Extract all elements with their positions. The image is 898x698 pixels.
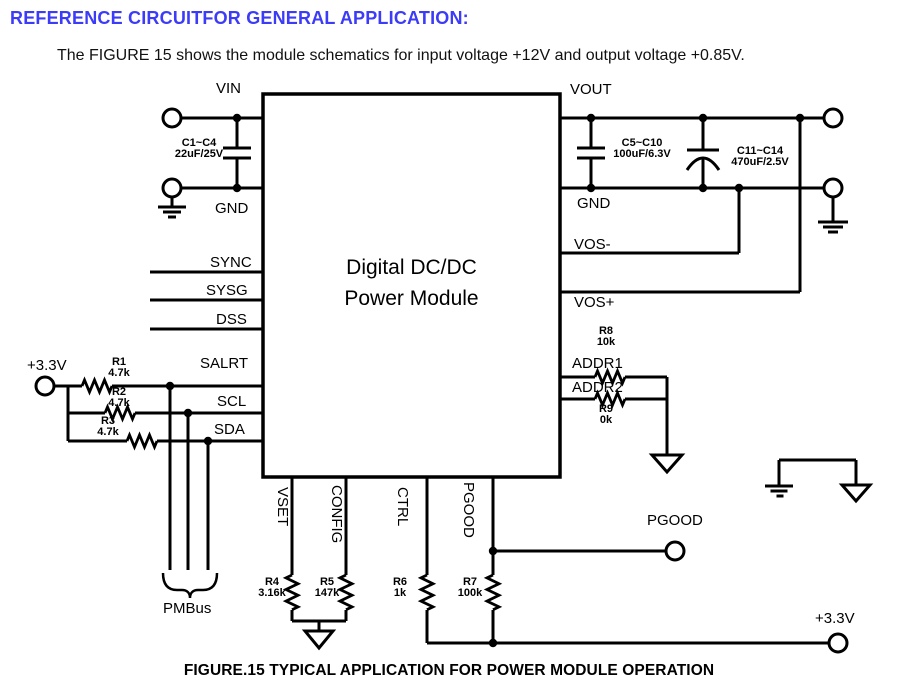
module-title <box>263 252 560 314</box>
pin-label-vos-minus: VOS- <box>574 236 611 253</box>
component-label-r1: R1 4.7k <box>108 356 130 379</box>
pin-label-addr2: ADDR2 <box>572 379 623 396</box>
pmbus-brace-icon <box>163 573 217 598</box>
terminal-v33-left-icon <box>36 377 54 395</box>
signal-ground-tie-icon <box>842 485 870 501</box>
module-title-line1: Digital DC/DC <box>346 256 477 279</box>
component-label-r5: R5 147k <box>314 576 340 599</box>
component-label-r2: R2 4.7k <box>108 386 130 409</box>
wire-r45-join <box>292 610 346 631</box>
figure-caption: FIGURE.15 TYPICAL APPLICATION FOR POWER MODULE OPERATION <box>183 662 715 679</box>
terminal-gnd-right-icon <box>824 179 842 197</box>
capacitor-c5-icon <box>577 148 605 158</box>
pin-label-vout: VOUT <box>570 81 612 98</box>
terminal-v33-right-icon <box>829 634 847 652</box>
component-label-c1: C1~C4 22uF/25V <box>174 137 224 160</box>
component-label-r6: R6 1k <box>392 576 408 599</box>
pin-label-vin: VIN <box>216 80 242 97</box>
pin-label-dss: DSS <box>216 311 247 328</box>
pin-label-gnd-right: GND <box>577 195 611 212</box>
component-label-r8: R8 10k <box>596 325 616 348</box>
pin-label-sda: SDA <box>214 421 245 438</box>
component-label-c5: C5~C10 100uF/6.3V <box>613 137 671 160</box>
earth-ground-right-icon <box>818 197 848 232</box>
pin-label-scl: SCL <box>217 393 247 410</box>
component-label-r7: R7 100k <box>457 576 483 599</box>
pin-label-salrt: SALRT <box>200 355 249 372</box>
module-title-line2: Power Module <box>344 287 479 310</box>
earth-ground-left-icon <box>158 197 186 217</box>
pin-label-gnd-left: GND <box>215 200 249 217</box>
net-label-pgood-out: PGOOD <box>647 512 703 529</box>
component-label-r4: R4 3.16k <box>258 576 286 599</box>
pin-label-ctrl: CTRL <box>394 487 411 527</box>
pin-label-vos-plus: VOS+ <box>574 294 615 311</box>
net-label-v33-right: +3.3V <box>815 610 855 627</box>
terminal-gnd-left-icon <box>163 179 181 197</box>
page-title: REFERENCE CIRCUITFOR GENERAL APPLICATION: <box>10 8 469 28</box>
signal-ground-r45-icon <box>305 631 333 648</box>
terminal-vout-icon <box>824 109 842 127</box>
net-label-pmbus: PMBus <box>163 600 212 617</box>
wire-layer <box>45 94 870 648</box>
pin-label-addr1: ADDR1 <box>572 355 623 372</box>
net-label-v33-left: +3.3V <box>27 357 67 374</box>
component-label-c11: C11~C14 470uF/2.5V <box>731 145 789 168</box>
page-subtitle: The FIGURE 15 shows the module schematics for input voltage +12V and output voltage +0.85V. <box>57 47 745 64</box>
terminal-pgood-icon <box>666 542 684 560</box>
terminal-vin-icon <box>163 109 181 127</box>
component-label-r9: R9 0k <box>598 403 614 426</box>
pin-label-sysg: SYSG <box>206 282 248 299</box>
signal-ground-addr-icon <box>652 455 682 472</box>
pin-label-pgood: PGOOD <box>460 482 477 538</box>
pin-label-sync: SYNC <box>210 254 252 271</box>
terminal-circles <box>36 109 847 652</box>
ground-tie-earth-icon <box>765 460 856 496</box>
pin-label-config: CONFIG <box>328 485 345 544</box>
pin-label-vset: VSET <box>274 487 291 527</box>
component-label-r3: R3 4.7k <box>97 415 119 438</box>
